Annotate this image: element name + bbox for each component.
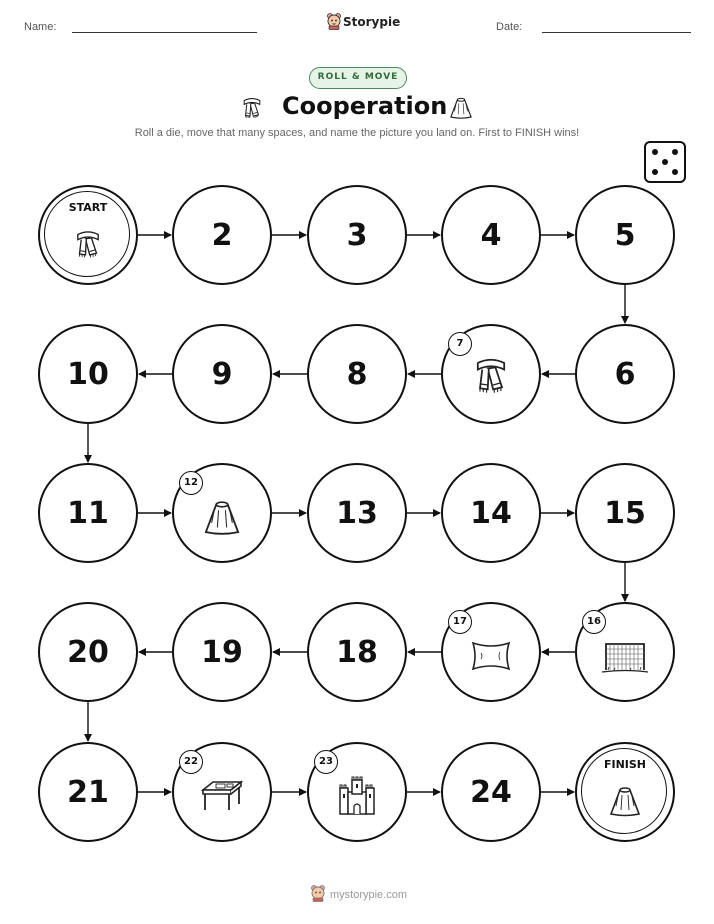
space-number: 9: [211, 356, 233, 392]
space-6[interactable]: [575, 324, 675, 424]
space-badge: 23: [314, 750, 338, 774]
name-label: Name:: [24, 21, 57, 33]
space-11[interactable]: [38, 463, 138, 563]
instructions: Roll a die, move that many spaces, and name the picture you land on. First to FINISH wins!: [134, 127, 580, 139]
space-22[interactable]: [172, 742, 272, 842]
space-number: 14: [470, 495, 512, 531]
space-19[interactable]: [172, 602, 272, 702]
scarf-icon: [469, 352, 513, 396]
space-7[interactable]: [441, 324, 541, 424]
space-badge: 12: [179, 471, 203, 495]
space-number: 13: [336, 495, 378, 531]
space-23[interactable]: [307, 742, 407, 842]
space-number: 15: [604, 495, 646, 531]
space-finish[interactable]: [575, 742, 675, 842]
space-number: 10: [67, 356, 109, 392]
space-number: 8: [346, 356, 368, 392]
brand-name: Storypie: [343, 15, 401, 29]
space-badge: 7: [448, 332, 472, 356]
space-number: 18: [336, 634, 378, 670]
space-number: 24: [470, 774, 512, 810]
space-badge: 16: [582, 610, 606, 634]
volcano-icon: [199, 495, 245, 537]
space-number: 21: [67, 774, 109, 810]
space-15[interactable]: [575, 463, 675, 563]
pillow-icon: [468, 637, 514, 675]
space-16[interactable]: [575, 602, 675, 702]
castle-icon: [334, 774, 380, 818]
date-label: Date:: [496, 21, 523, 33]
space-5[interactable]: [575, 185, 675, 285]
desk-icon: [199, 776, 245, 816]
space-14[interactable]: [441, 463, 541, 563]
soccer-goal-icon: [600, 636, 650, 676]
space-17[interactable]: [441, 602, 541, 702]
page-title: Cooperation: [282, 92, 448, 120]
space-24[interactable]: [441, 742, 541, 842]
space-start[interactable]: [38, 185, 138, 285]
space-2[interactable]: [172, 185, 272, 285]
space-4[interactable]: [441, 185, 541, 285]
category-pill: ROLL & MOVE: [309, 67, 407, 89]
space-number: 5: [614, 217, 636, 253]
space-number: 3: [346, 217, 368, 253]
space-20[interactable]: [38, 602, 138, 702]
storypie-logo-icon: [310, 885, 326, 902]
finish-label: FINISH: [603, 758, 647, 771]
space-number: 6: [614, 356, 636, 392]
space-10[interactable]: [38, 324, 138, 424]
space-9[interactable]: [172, 324, 272, 424]
space-13[interactable]: [307, 463, 407, 563]
space-21[interactable]: [38, 742, 138, 842]
space-number: 20: [67, 634, 109, 670]
space-12[interactable]: [172, 463, 272, 563]
space-number: 2: [211, 217, 233, 253]
space-badge: 22: [179, 750, 203, 774]
space-number: 4: [480, 217, 502, 253]
space-18[interactable]: [307, 602, 407, 702]
space-badge: 17: [448, 610, 472, 634]
space-number: 19: [201, 634, 243, 670]
space-number: 11: [67, 495, 109, 531]
space-8[interactable]: [307, 324, 407, 424]
space-3[interactable]: [307, 185, 407, 285]
start-label: START: [68, 201, 108, 214]
footer-site: mystorypie.com: [330, 889, 408, 901]
